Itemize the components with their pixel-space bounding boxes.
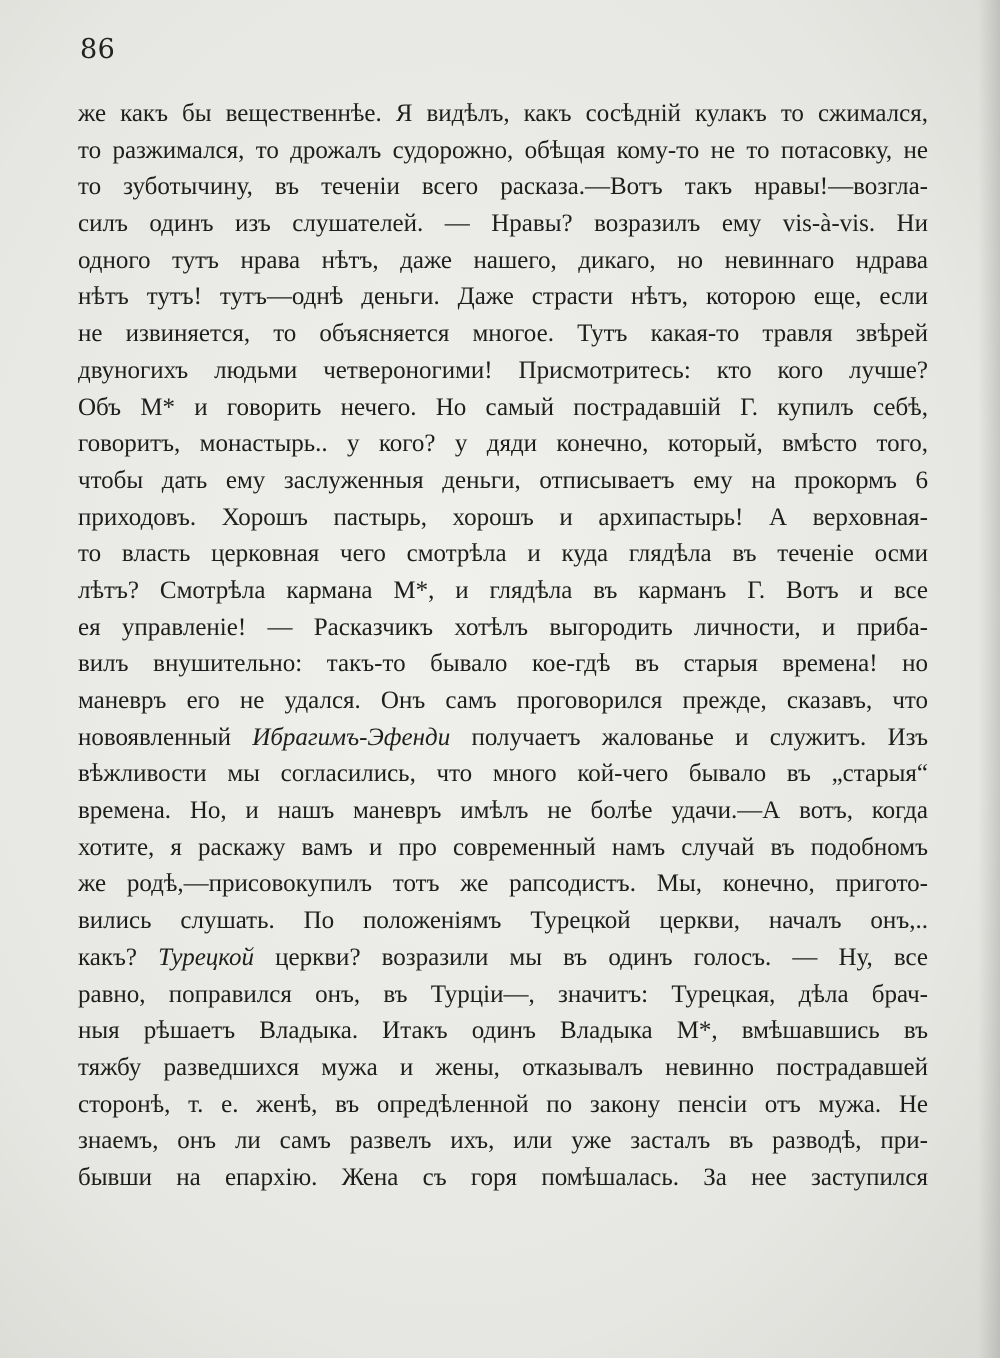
text-line: ныя рѣшаетъ Владыка. Итакъ одинъ Владыка М*, вмѣшавшись въ [78, 1017, 928, 1045]
text-line: вилъ внушительно: такъ-то бывало кое-гдѣ въ старыя времена! но [78, 650, 928, 678]
text-line: вились слушать. По положенiямъ Турецкой церкви, началъ онъ,.. [78, 907, 928, 935]
page-edge-shadow [978, 0, 1000, 1358]
text-line: приходовъ. Хорошъ пастырь, хорошъ и архипастырь! А верховная- [78, 503, 928, 531]
text-body [78, 96, 928, 1197]
text-line: времена. Но, и нашъ маневръ имѣлъ не болѣе удачи.—А вотъ, когда [78, 797, 928, 825]
page-number: 86 [80, 34, 116, 65]
text-line: знаемъ, онъ ли самъ развелъ ихъ, или уже засталъ въ разводѣ, при- [78, 1127, 928, 1155]
text-run: церкви? возразили мы въ одинъ голосъ. — Ну, все [254, 943, 928, 971]
text-line: же родѣ,—присовокупилъ тотъ же рапсодистъ. Мы, конечно, пригото- [78, 870, 928, 898]
text-line: маневръ его не удался. Онъ самъ проговорился прежде, сказавъ, что [78, 687, 928, 714]
text-line: Объ М* и говорить нечего. Но самый пострадавшiй Г. купилъ себѣ, [78, 393, 928, 421]
text-run: получаетъ жалованье и служитъ. Изъ [450, 723, 928, 751]
italic-name: Ибрагимъ-Эфенди [252, 723, 451, 751]
text-line: тяжбу разведшихся мужа и жены, отказывалъ невинно пострадавшей [78, 1053, 928, 1081]
text-line: равно, поправился онъ, въ Турцiи—, значитъ: Турецкая, дѣла брач- [78, 980, 928, 1008]
text-line: одного тутъ нрава нѣтъ, даже нашего, дикаго, но невиннаго ндрава [78, 246, 928, 274]
text-line: силъ одинъ изъ слушателей. — Нравы? возразилъ ему vis-à-vis. Ни [78, 210, 928, 238]
text-line: говоритъ, монастырь.. у кого? у дяди конечно, который, вмѣсто того, [78, 430, 928, 458]
text-run: новоявленный [78, 723, 253, 751]
text-line: бывши на епархiю. Жена съ горя помѣшалась. За нее заступился [78, 1163, 928, 1191]
text-line: двуногихъ людьми четвероногими! Присмотритесь: кто кого лучше? [78, 356, 928, 384]
italic-word: Турецкой [158, 943, 255, 971]
text-run: какъ? [78, 943, 159, 971]
text-line: нѣтъ тутъ! тутъ—однѣ деньги. Даже страсти нѣтъ, которою еще, если [78, 283, 928, 311]
text-line: же какъ бы вещественнѣе. Я видѣлъ, какъ сосѣднiй кулакъ то сжимался, [78, 100, 928, 127]
text-line: то разжимался, то дрожалъ судорожно, обѣщая кому-то не то потасовку, не [78, 136, 928, 164]
text-line: сторонѣ, т. е. женѣ, въ опредѣленной по закону пенсiи отъ мужа. Не [78, 1090, 928, 1118]
text-line-with-italic [78, 720, 928, 757]
text-line: то власть церковная чего смотрѣла и куда глядѣла въ теченiе осми [78, 540, 928, 568]
text-line: чтобы дать ему заслуженныя деньги, отписываетъ ему на прокормъ 6 [78, 466, 928, 494]
text-line: то зуботычину, въ теченiи всего расказа.—Вотъ такъ нравы!—возгла- [78, 173, 928, 201]
text-line: ея управленiе! — Расказчикъ хотѣлъ выгородить личности, и приба- [78, 613, 928, 641]
text-line: вѣжливости мы согласились, что много кой-чего бывало въ „старыя“ [78, 760, 928, 788]
text-line: не извиняется, то объясняется многое. Тутъ какая-то травля звѣрей [78, 320, 928, 348]
text-line: лѣтъ? Смотрѣла кармана М*, и глядѣла въ карманъ Г. Вотъ и все [78, 576, 928, 604]
text-line-with-italic [78, 940, 928, 977]
text-line: хотите, я раскажу вамъ и про современный намъ случай въ подобномъ [78, 833, 928, 861]
